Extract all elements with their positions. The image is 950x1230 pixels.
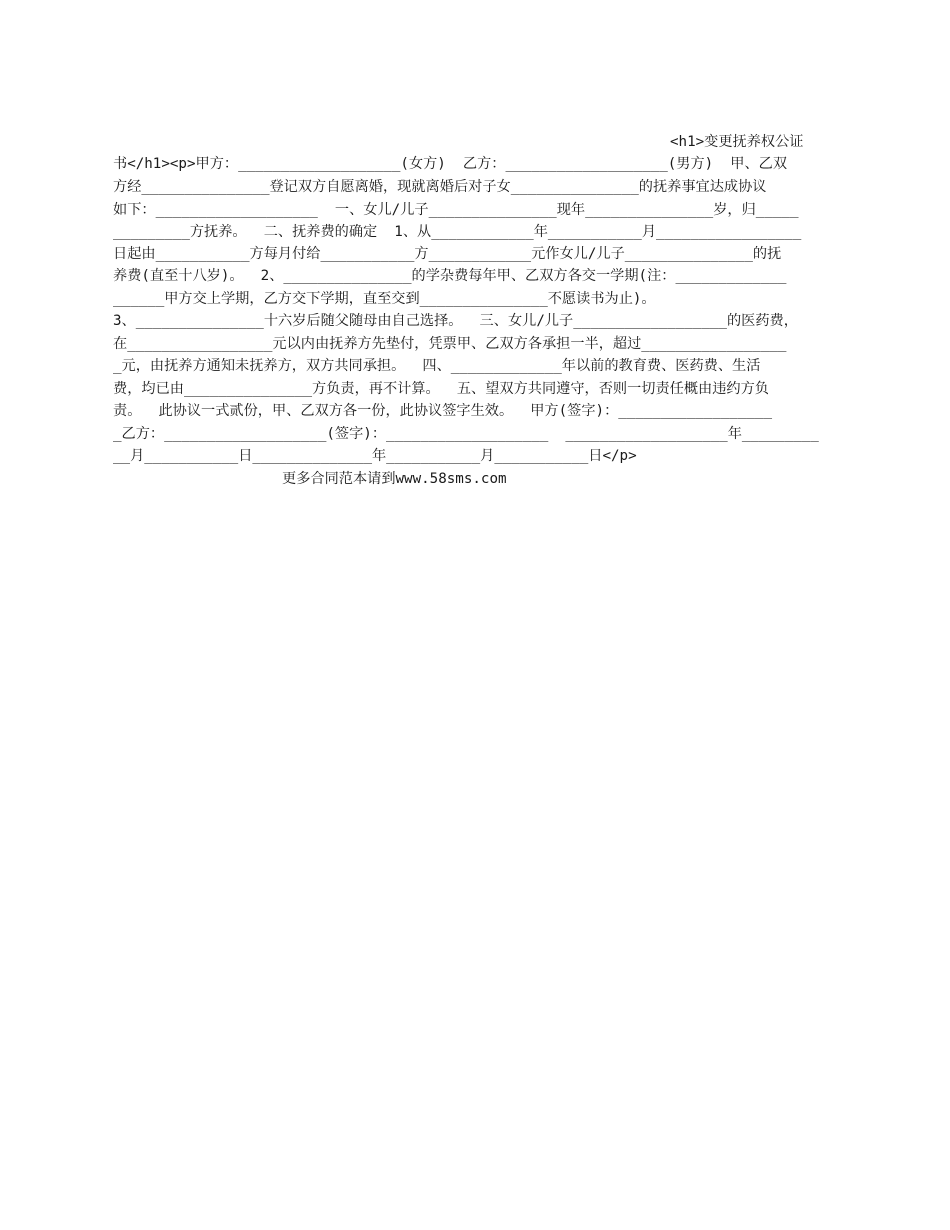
document-line-2: 书</h1><p>甲方：___________________(女方) 乙方：___________________(男方) 甲、乙双 [113, 156, 788, 172]
footer-link-text[interactable]: 更多合同范本请到www.58sms.com [282, 471, 507, 487]
document-line-13: 责。 此协议一式贰份，甲、乙双方各一份，此协议签字生效。 甲方(签字)：__________________ [113, 403, 773, 419]
document-line-12: 费，均已由_______________方负责，再不计算。 五、望双方共同遵守，否则一切责任概由违约方负 [113, 381, 769, 397]
document-line-8: ______甲方交上学期，乙方交下学期，直至交到_______________不愿读书为止)。 [113, 291, 656, 307]
document-line-7: 养费(直至十八岁)。 2、_______________的学杂费每年甲、乙双方各交一学期(注：_____________ [113, 268, 787, 284]
document-line-14: _乙方：___________________(签字)：___________________ ___________________年_________ [113, 426, 819, 442]
document-line-9: 3、_______________十六岁后随父随母由自己选择。 三、女儿/儿子__________________的医药费， [113, 313, 798, 329]
document-line-15: __月___________日______________年___________月___________日</p> [113, 448, 637, 464]
document-line-1: <h1>变更抚养权公证 [670, 134, 804, 150]
document-line-3: 方经_______________登记双方自愿离婚，现就离婚后对子女_______________的抚养事宜达成协议 [113, 179, 767, 195]
document-line-6: 日起由___________方每月付给___________方____________元作女儿/儿子_______________的抚 [113, 246, 782, 262]
document-line-11: _元，由抚养方通知未抚养方，双方共同承担。 四、_____________年以前的教育费、医药费、生活 [113, 358, 761, 374]
document-line-5: _________方抚养。 二、抚养费的确定 1、从____________年___________月_________________ [113, 224, 802, 240]
document-line-10: 在_________________元以内由抚养方先垫付，凭票甲、乙双方各承担一半，超过_________________ [113, 336, 787, 352]
document-line-4: 如下：___________________ 一、女儿/儿子_______________现年_______________岁，归_____ [113, 202, 799, 218]
